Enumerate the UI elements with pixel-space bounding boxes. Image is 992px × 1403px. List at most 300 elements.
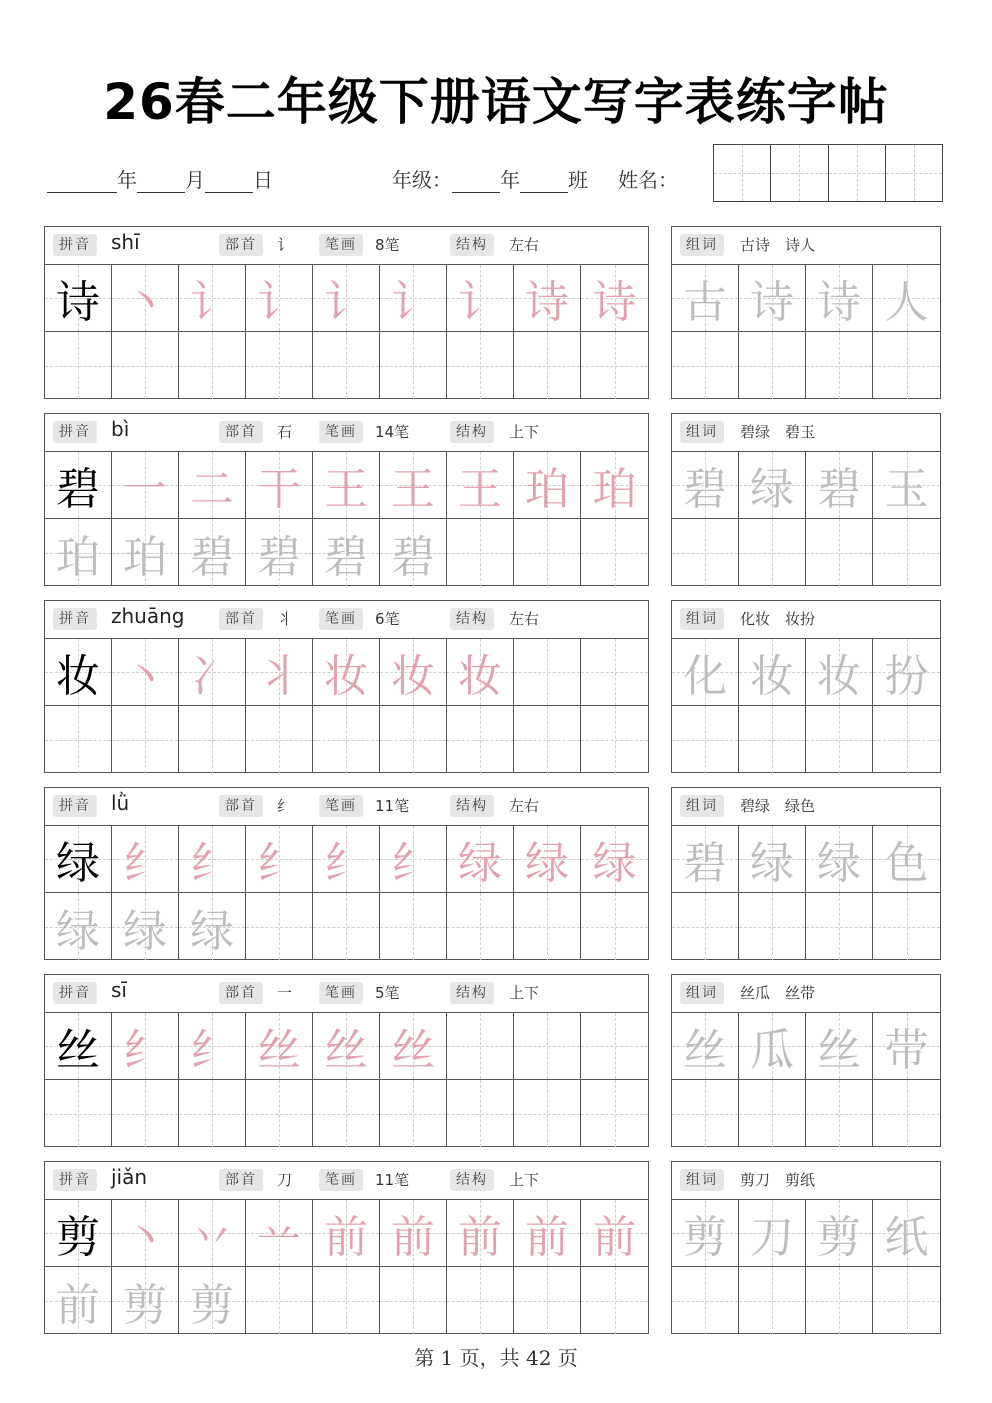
words-value: 碧绿 绿色 [740, 797, 816, 815]
name-cell[interactable] [771, 145, 828, 201]
practice-cell[interactable] [514, 893, 581, 960]
practice-cell[interactable] [45, 1080, 112, 1147]
practice-cell[interactable] [112, 1080, 179, 1147]
words-header [672, 788, 940, 826]
trace-cell[interactable] [45, 519, 112, 586]
cell-character: 妆 [324, 651, 368, 702]
word-trace-cell[interactable] [739, 1013, 806, 1080]
practice-cell[interactable] [806, 893, 873, 960]
practice-cell[interactable] [873, 332, 940, 399]
stroke-step-cell[interactable] [246, 1013, 313, 1080]
words-tag: 组词 [680, 608, 724, 630]
cell-character: 碧 [324, 531, 368, 583]
pinyin-value: zhuāng [111, 604, 185, 628]
stroke-step-cell[interactable] [380, 452, 447, 519]
practice-cell[interactable] [806, 1267, 873, 1334]
cell-character: 纟 [190, 1025, 234, 1076]
words-tag: 组词 [680, 795, 724, 817]
stroke-step-cell[interactable] [313, 1013, 380, 1080]
stroke-step-cell[interactable] [447, 826, 514, 893]
radical-tag: 部首 [219, 234, 263, 256]
character-header [45, 1162, 648, 1200]
word-trace-cell[interactable] [806, 1200, 873, 1267]
strokes-tag: 笔画 [319, 608, 363, 630]
practice-cell[interactable] [514, 1080, 581, 1147]
radical-value: 讠 [277, 236, 293, 254]
practice-cell[interactable] [112, 706, 179, 773]
radical-value: 纟 [277, 797, 293, 815]
pinyin-tag: 拼音 [53, 234, 97, 256]
stroke-step-cell[interactable] [112, 1200, 179, 1267]
stroke-step-cell[interactable] [447, 639, 514, 706]
structure-tag: 结构 [450, 421, 494, 443]
word-trace-cell[interactable] [806, 639, 873, 706]
practice-cell[interactable] [112, 332, 179, 399]
word-trace-cell[interactable] [806, 1013, 873, 1080]
word-trace-cell[interactable] [873, 452, 940, 519]
cell-character: 丝 [324, 1025, 368, 1076]
cell-character: 二 [190, 464, 234, 515]
practice-cell[interactable] [514, 332, 581, 399]
word-trace-cell[interactable] [873, 265, 940, 332]
strokes-value: 11笔 [375, 1171, 410, 1189]
radical-tag: 部首 [219, 608, 263, 630]
cell-character: 绿 [525, 838, 569, 889]
cell-character: 丶 [123, 277, 167, 328]
day-blank[interactable] [205, 174, 253, 193]
practice-cell[interactable] [739, 1267, 806, 1334]
practice-cell[interactable] [45, 706, 112, 773]
cell-character: 前 [324, 1212, 368, 1263]
stroke-step-cell[interactable] [380, 265, 447, 332]
practice-cell[interactable] [581, 1013, 648, 1080]
stroke-step-cell[interactable] [313, 639, 380, 706]
stroke-step-cell[interactable] [112, 826, 179, 893]
character-panel [44, 1161, 649, 1334]
cell-character: 妆 [750, 651, 794, 702]
stroke-step-cell[interactable] [514, 452, 581, 519]
word-trace-cell[interactable] [739, 265, 806, 332]
stroke-step-cell[interactable] [112, 265, 179, 332]
practice-cell[interactable] [581, 1267, 648, 1334]
name-cell[interactable] [714, 145, 771, 201]
cell-character: 讠 [458, 277, 502, 328]
practice-cell[interactable] [380, 1267, 447, 1334]
character-header [45, 788, 648, 826]
practice-cell[interactable] [581, 893, 648, 960]
structure-value: 上下 [509, 423, 540, 441]
pinyin-value: bì [111, 417, 130, 441]
pinyin-tag: 拼音 [53, 421, 97, 443]
cell-character: 纟 [324, 838, 368, 889]
class-blank[interactable] [520, 174, 568, 193]
words-value: 古诗 诗人 [740, 236, 816, 254]
stroke-step-cell[interactable] [380, 1200, 447, 1267]
trace-cell[interactable] [179, 1267, 246, 1334]
radical-tag: 部首 [219, 982, 263, 1004]
character-panel [44, 974, 649, 1147]
words-value: 碧绿 碧玉 [740, 423, 816, 441]
practice-cell[interactable] [581, 706, 648, 773]
words-tag: 组词 [680, 982, 724, 1004]
cell-character: 讠 [190, 277, 234, 328]
main-character [45, 452, 112, 519]
practice-cell[interactable] [873, 1267, 940, 1334]
cell-character: 绿 [190, 905, 234, 957]
practice-cell[interactable] [672, 1267, 739, 1334]
practice-cell[interactable] [179, 332, 246, 399]
strokes-tag: 笔画 [319, 1169, 363, 1191]
name-grid[interactable] [713, 144, 943, 202]
stroke-step-cell[interactable] [447, 265, 514, 332]
practice-cell[interactable] [380, 332, 447, 399]
pinyin-value: shī [111, 230, 140, 254]
words-header [672, 414, 940, 452]
stroke-step-cell[interactable] [179, 639, 246, 706]
year-label: 年 [117, 168, 137, 192]
strokes-tag: 笔画 [319, 234, 363, 256]
practice-block [44, 600, 941, 773]
practice-cell[interactable] [806, 519, 873, 586]
practice-block [44, 974, 941, 1147]
cell-character: 前 [458, 1212, 502, 1263]
cell-character: 剪 [683, 1212, 727, 1263]
stroke-step-cell[interactable] [514, 826, 581, 893]
word-trace-cell[interactable] [806, 826, 873, 893]
cell-character: 纟 [257, 838, 301, 889]
practice-cell[interactable] [581, 639, 648, 706]
radical-tag: 部首 [219, 795, 263, 817]
stroke-step-cell[interactable] [447, 452, 514, 519]
word-trace-cell[interactable] [672, 452, 739, 519]
cell-character: 绿 [750, 838, 794, 889]
cell-character: 玉 [884, 464, 929, 515]
stroke-step-cell[interactable] [179, 1013, 246, 1080]
words-value: 化妆 妆扮 [740, 610, 816, 628]
grade-blank[interactable] [452, 174, 500, 193]
cell-character: 丝 [817, 1025, 861, 1076]
cell-character: 前 [592, 1212, 637, 1263]
character-panel [44, 413, 649, 586]
practice-cell[interactable] [179, 706, 246, 773]
stroke-step-cell[interactable] [581, 452, 648, 519]
stroke-step-cell[interactable] [581, 826, 648, 893]
trace-cell[interactable] [313, 519, 380, 586]
practice-cell[interactable] [514, 519, 581, 586]
trace-cell[interactable] [380, 519, 447, 586]
cell-character: 刀 [750, 1212, 794, 1263]
cell-character: 丝 [683, 1025, 727, 1076]
word-trace-cell[interactable] [806, 452, 873, 519]
radical-value: 一 [277, 984, 293, 1002]
stroke-step-cell[interactable] [313, 265, 380, 332]
word-trace-cell[interactable] [873, 826, 940, 893]
practice-cell[interactable] [447, 1013, 514, 1080]
practice-cell[interactable] [873, 1080, 940, 1147]
words-panel [671, 787, 941, 960]
practice-cell[interactable] [873, 519, 940, 586]
cell-character: 剪 [817, 1212, 861, 1263]
stroke-step-cell[interactable] [581, 1200, 648, 1267]
structure-value: 上下 [509, 984, 540, 1002]
practice-cell[interactable] [313, 332, 380, 399]
words-panel [671, 413, 941, 586]
practice-cell[interactable] [739, 1080, 806, 1147]
practice-cell[interactable] [246, 1267, 313, 1334]
stroke-step-cell[interactable] [313, 1200, 380, 1267]
strokes-tag: 笔画 [319, 982, 363, 1004]
main-character [45, 1200, 112, 1267]
structure-tag: 结构 [450, 795, 494, 817]
word-trace-cell[interactable] [739, 1200, 806, 1267]
practice-cell[interactable] [873, 706, 940, 773]
practice-cell[interactable] [447, 519, 514, 586]
cell-character: 纟 [391, 838, 435, 889]
cell-character: 人 [884, 277, 929, 328]
pinyin-tag: 拼音 [53, 1169, 97, 1191]
trace-cell[interactable] [112, 519, 179, 586]
word-trace-cell[interactable] [739, 452, 806, 519]
practice-cell[interactable] [739, 706, 806, 773]
name-cell[interactable] [829, 145, 886, 201]
practice-cell[interactable] [246, 1080, 313, 1147]
strokes-value: 11笔 [375, 797, 410, 815]
cell-character: 丶 [123, 651, 167, 702]
structure-value: 上下 [509, 1171, 540, 1189]
year-blank[interactable] [47, 174, 117, 193]
structure-value: 左右 [509, 236, 540, 254]
month-label: 月 [185, 168, 205, 192]
date-line [47, 164, 273, 193]
words-value: 丝瓜 丝带 [740, 984, 816, 1002]
word-trace-cell[interactable] [672, 639, 739, 706]
practice-cell[interactable] [514, 1013, 581, 1080]
practice-block [44, 1161, 941, 1334]
trace-cell[interactable] [112, 1267, 179, 1334]
stroke-step-cell[interactable] [514, 1200, 581, 1267]
page-footer: 第 1 页，共 42 页 [414, 1346, 578, 1370]
words-header [672, 601, 940, 639]
pinyin-value: jiǎn [111, 1165, 148, 1189]
word-trace-cell[interactable] [739, 639, 806, 706]
cell-character: 丶 [123, 1212, 167, 1263]
cell-character: 一 [123, 464, 167, 515]
word-trace-cell[interactable] [672, 1013, 739, 1080]
character-panel [44, 600, 649, 773]
stroke-step-cell[interactable] [447, 1200, 514, 1267]
cell-character: 绿 [817, 838, 861, 889]
cell-character: 妆 [391, 651, 435, 702]
cell-character: 诗 [56, 277, 100, 328]
practice-cell[interactable] [380, 706, 447, 773]
practice-cell[interactable] [581, 1080, 648, 1147]
practice-cell[interactable] [514, 639, 581, 706]
practice-cell[interactable] [246, 893, 313, 960]
practice-cell[interactable] [514, 706, 581, 773]
cell-character: 丬 [257, 651, 301, 702]
cell-character: 碧 [683, 838, 727, 889]
practice-cell[interactable] [447, 706, 514, 773]
cell-character: 冫 [190, 651, 234, 702]
cell-character: 碧 [190, 531, 234, 583]
trace-cell[interactable] [45, 1267, 112, 1334]
practice-cell[interactable] [672, 332, 739, 399]
cell-character: 纟 [190, 838, 234, 889]
stroke-step-cell[interactable] [246, 265, 313, 332]
word-trace-cell[interactable] [739, 826, 806, 893]
cell-character: 扮 [884, 651, 929, 702]
trace-cell[interactable] [179, 519, 246, 586]
stroke-step-cell[interactable] [179, 452, 246, 519]
practice-cell[interactable] [672, 519, 739, 586]
practice-cell[interactable] [739, 519, 806, 586]
cell-character: 珀 [56, 531, 100, 583]
cell-character: 前 [525, 1212, 569, 1263]
stroke-step-cell[interactable] [179, 826, 246, 893]
strokes-value: 14笔 [375, 423, 410, 441]
stroke-step-cell[interactable] [112, 1013, 179, 1080]
stroke-step-cell[interactable] [581, 265, 648, 332]
practice-cell[interactable] [313, 1267, 380, 1334]
words-header [672, 1162, 940, 1200]
word-trace-cell[interactable] [672, 265, 739, 332]
words-header [672, 975, 940, 1013]
practice-block [44, 226, 941, 399]
stroke-step-cell[interactable] [246, 639, 313, 706]
practice-cell[interactable] [447, 332, 514, 399]
practice-cell[interactable] [313, 1080, 380, 1147]
cell-character: 纟 [123, 1025, 167, 1076]
month-blank[interactable] [137, 174, 185, 193]
word-trace-cell[interactable] [672, 1200, 739, 1267]
practice-cell[interactable] [380, 893, 447, 960]
cell-character: 绿 [56, 838, 100, 889]
practice-cell[interactable] [246, 332, 313, 399]
stroke-step-cell[interactable] [380, 1013, 447, 1080]
character-header [45, 601, 648, 639]
practice-cell[interactable] [179, 1080, 246, 1147]
class-label: 班 [568, 168, 588, 192]
words-panel [671, 1161, 941, 1334]
structure-value: 左右 [509, 797, 540, 815]
practice-cell[interactable] [447, 893, 514, 960]
practice-cell[interactable] [447, 1080, 514, 1147]
stroke-step-cell[interactable] [179, 265, 246, 332]
practice-cell[interactable] [246, 706, 313, 773]
practice-cell[interactable] [581, 332, 648, 399]
trace-cell[interactable] [179, 893, 246, 960]
cell-character: 剪 [190, 1279, 234, 1331]
word-trace-cell[interactable] [806, 265, 873, 332]
practice-cell[interactable] [514, 1267, 581, 1334]
main-character [45, 1013, 112, 1080]
practice-cell[interactable] [313, 706, 380, 773]
strokes-value: 8笔 [375, 236, 400, 254]
stroke-step-cell[interactable] [246, 826, 313, 893]
trace-cell[interactable] [45, 893, 112, 960]
cell-character: 带 [884, 1025, 929, 1076]
word-trace-cell[interactable] [873, 639, 940, 706]
practice-cell[interactable] [672, 1080, 739, 1147]
strokes-tag: 笔画 [319, 795, 363, 817]
structure-tag: 结构 [450, 1169, 494, 1191]
stroke-step-cell[interactable] [380, 826, 447, 893]
practice-cell[interactable] [380, 1080, 447, 1147]
name-cell[interactable] [886, 145, 942, 201]
main-character [45, 265, 112, 332]
cell-character: 妆 [458, 651, 502, 702]
cell-character: 前 [391, 1212, 435, 1263]
stroke-step-cell[interactable] [380, 639, 447, 706]
structure-value: 左右 [509, 610, 540, 628]
radical-value: 丬 [277, 610, 293, 628]
cell-character: 珀 [592, 464, 637, 515]
radical-tag: 部首 [219, 1169, 263, 1191]
stroke-step-cell[interactable] [112, 452, 179, 519]
character-panel [44, 226, 649, 399]
cell-character: 干 [257, 464, 301, 515]
stroke-step-cell[interactable] [246, 452, 313, 519]
stroke-step-cell[interactable] [514, 265, 581, 332]
structure-tag: 结构 [450, 608, 494, 630]
character-panel [44, 787, 649, 960]
character-header [45, 414, 648, 452]
strokes-tag: 笔画 [319, 421, 363, 443]
cell-character: 王 [324, 464, 368, 515]
practice-cell[interactable] [873, 893, 940, 960]
practice-cell[interactable] [672, 893, 739, 960]
words-panel [671, 600, 941, 773]
cell-character: 绿 [56, 905, 100, 957]
strokes-value: 5笔 [375, 984, 400, 1002]
practice-cell[interactable] [806, 706, 873, 773]
stroke-step-cell[interactable] [112, 639, 179, 706]
strokes-value: 6笔 [375, 610, 400, 628]
practice-cell[interactable] [739, 893, 806, 960]
word-trace-cell[interactable] [873, 1200, 940, 1267]
practice-cell[interactable] [739, 332, 806, 399]
practice-cell[interactable] [581, 519, 648, 586]
trace-cell[interactable] [246, 519, 313, 586]
word-trace-cell[interactable] [672, 826, 739, 893]
cell-character: 讠 [391, 277, 435, 328]
cell-character: 碧 [391, 531, 435, 583]
pinyin-value: lǜ [111, 791, 130, 815]
practice-cell[interactable] [45, 332, 112, 399]
stroke-step-cell[interactable] [246, 1200, 313, 1267]
practice-cell[interactable] [806, 332, 873, 399]
word-trace-cell[interactable] [873, 1013, 940, 1080]
grade-line [392, 164, 678, 193]
trace-cell[interactable] [112, 893, 179, 960]
name-label: 姓名： [618, 168, 678, 192]
stroke-step-cell[interactable] [313, 452, 380, 519]
practice-cell[interactable] [806, 1080, 873, 1147]
radical-value: 石 [277, 423, 293, 441]
words-tag: 组词 [680, 421, 724, 443]
radical-value: 刀 [277, 1171, 293, 1189]
practice-cell[interactable] [672, 706, 739, 773]
practice-cell[interactable] [313, 893, 380, 960]
cell-character: 王 [458, 464, 502, 515]
cell-character: 碧 [56, 464, 100, 515]
stroke-step-cell[interactable] [179, 1200, 246, 1267]
stroke-step-cell[interactable] [313, 826, 380, 893]
practice-cell[interactable] [447, 1267, 514, 1334]
cell-character: 䒑 [257, 1212, 301, 1263]
pinyin-tag: 拼音 [53, 982, 97, 1004]
page-title: 26春二年级下册语文写字表练字帖 [103, 73, 889, 131]
